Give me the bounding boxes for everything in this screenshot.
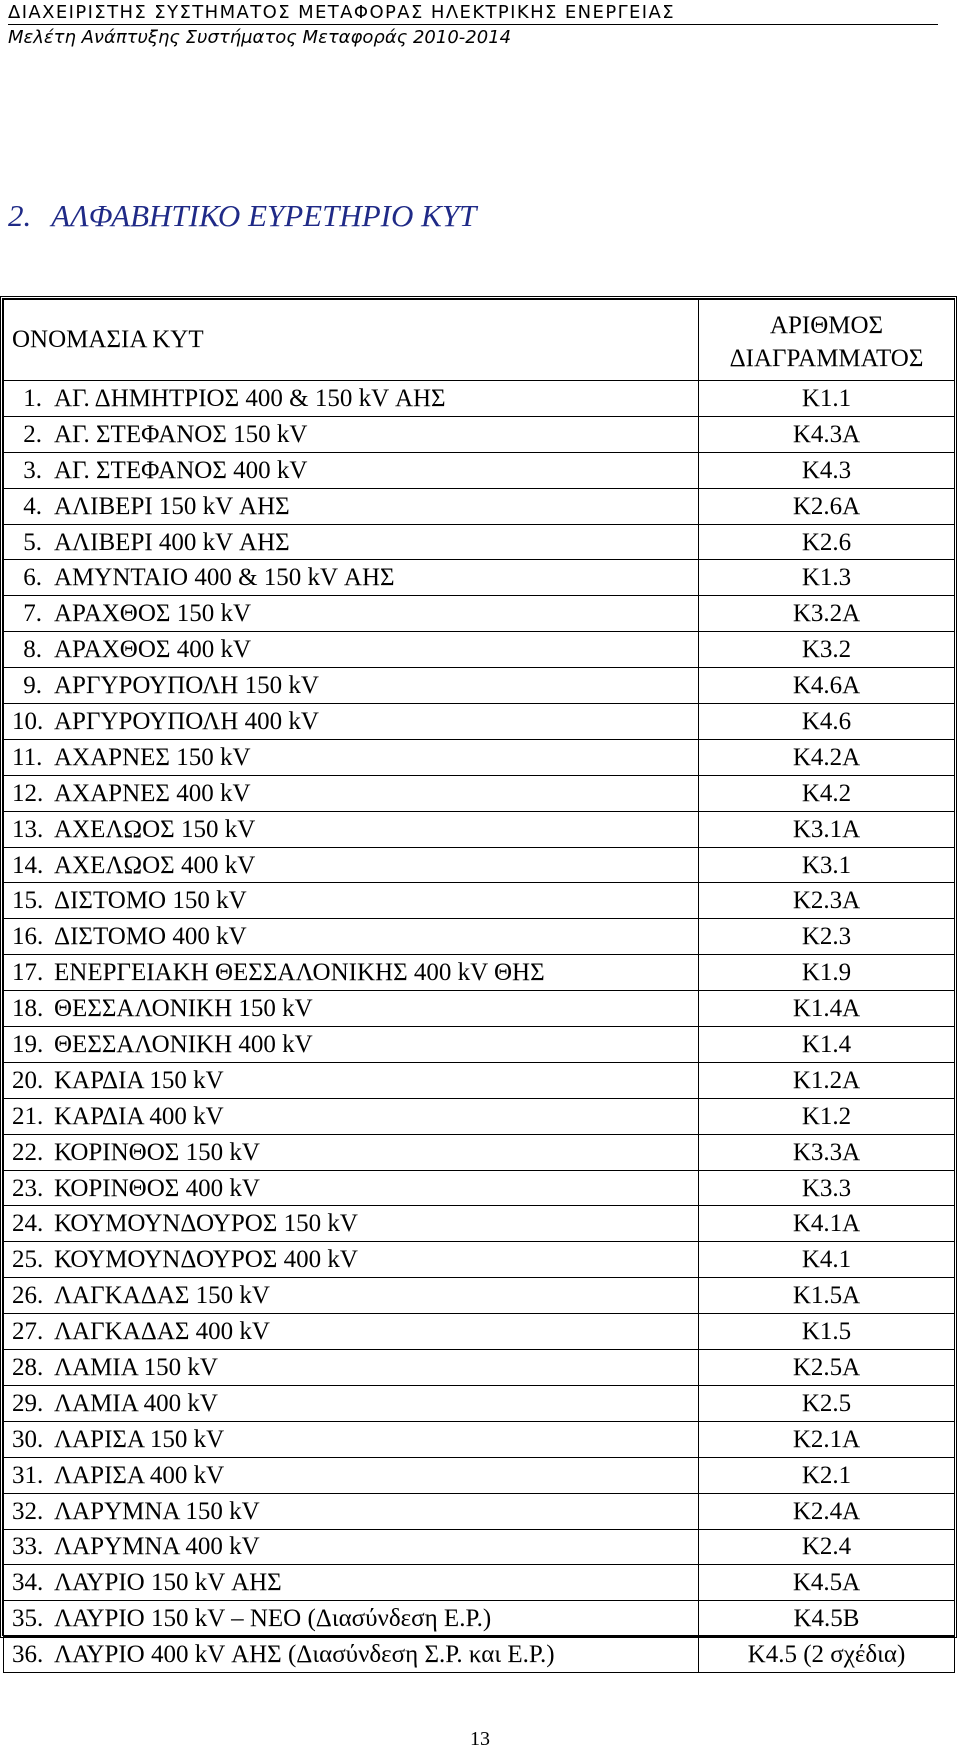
- row-number: 26.: [12, 1282, 44, 1310]
- substation-name: ΛΑΜΙΑ 400 kV: [54, 1389, 218, 1417]
- table-row: [4, 739, 955, 775]
- row-number: 20.: [12, 1066, 44, 1094]
- row-number: 34.: [12, 1569, 44, 1597]
- substation-name-cell: [4, 1421, 699, 1457]
- substation-name-cell: [4, 1278, 699, 1314]
- row-number: 25.: [12, 1246, 44, 1274]
- table-row: [4, 775, 955, 811]
- diagram-number-cell: Κ2.6: [699, 524, 955, 560]
- row-number: 31.: [12, 1461, 44, 1489]
- column-header-diagram-line1: ΑΡΙΘΜΟΣ: [769, 312, 884, 339]
- diagram-number-cell: Κ2.3: [699, 919, 955, 955]
- substation-name: ΛΑΥΡΙΟ 150 kV ΑΗΣ: [54, 1569, 282, 1597]
- table-row: [4, 632, 955, 668]
- organization-name: ΔΙΑΧΕΙΡΙΣΤΗΣ ΣΥΣΤΗΜΑΤΟΣ ΜΕΤΑΦΟΡΑΣ ΗΛΕΚΤΡΙΚΗΣ ΕΝΕΡΓΕΙΑΣ: [8, 2, 675, 23]
- substation-name: ΛΑΡΥΜΝΑ 400 kV: [54, 1533, 260, 1561]
- row-number: 23.: [12, 1174, 44, 1202]
- row-number: 16.: [12, 923, 44, 951]
- substation-name: ΛΑΜΙΑ 150 kV: [54, 1353, 218, 1381]
- diagram-number-cell: Κ1.9: [699, 955, 955, 991]
- diagram-number-cell: Κ3.3: [699, 1170, 955, 1206]
- diagram-number-cell: Κ3.2: [699, 632, 955, 668]
- table-row: [4, 524, 955, 560]
- substation-name-cell: [4, 1385, 699, 1421]
- substation-name: ΑΡΑΧΘΟΣ 400 kV: [54, 636, 252, 664]
- substation-name-cell: [4, 1134, 699, 1170]
- table-row: [4, 1565, 955, 1601]
- diagram-number-cell: Κ4.5Α: [699, 1565, 955, 1601]
- substation-name: ΚΑΡΔΙΑ 400 kV: [54, 1102, 224, 1130]
- page-number: 13: [470, 1728, 490, 1750]
- column-header-diagram-line2: ΔΙΑΓΡΑΜΜΑΤΟΣ: [729, 345, 924, 372]
- substation-name: ΑΡΑΧΘΟΣ 150 kV: [54, 600, 252, 628]
- substation-name-cell: [4, 1637, 699, 1673]
- substation-name-cell: [4, 1206, 699, 1242]
- diagram-number-cell: Κ1.1: [699, 381, 955, 417]
- substation-index-table-frame: [0, 296, 957, 1669]
- substation-name-cell: [4, 1027, 699, 1063]
- substation-name-cell: [4, 452, 699, 488]
- diagram-number-cell: Κ1.4Α: [699, 991, 955, 1027]
- diagram-number-cell: Κ2.5Α: [699, 1350, 955, 1386]
- row-number: 35.: [12, 1605, 44, 1633]
- table-row: [4, 560, 955, 596]
- substation-name: ΛΑΡΙΣΑ 400 kV: [54, 1461, 225, 1489]
- table-row: [4, 1637, 955, 1673]
- substation-name-cell: [4, 1601, 699, 1637]
- substation-name: ΑΧΕΛΩΟΣ 150 kV: [54, 815, 256, 843]
- substation-name: ΚΟΥΜΟΥΝΔΟΥΡΟΣ 150 kV: [54, 1210, 358, 1238]
- substation-name-cell: [4, 416, 699, 452]
- table-row: [4, 1457, 955, 1493]
- row-number: 17.: [12, 959, 44, 987]
- diagram-number-cell: Κ3.2Α: [699, 596, 955, 632]
- table-row: [4, 1278, 955, 1314]
- substation-name-cell: [4, 739, 699, 775]
- diagram-number-cell: Κ2.4Α: [699, 1493, 955, 1529]
- diagram-number-cell: Κ2.1: [699, 1457, 955, 1493]
- row-number: 6.: [23, 564, 42, 592]
- table-row: [4, 704, 955, 740]
- row-number: 22.: [12, 1138, 44, 1166]
- substation-name-cell: [4, 1493, 699, 1529]
- row-number: 10.: [12, 707, 44, 735]
- substation-name: ΔΙΣΤΟΜΟ 400 kV: [54, 923, 247, 951]
- substation-name-cell: [4, 488, 699, 524]
- table-row: [4, 811, 955, 847]
- section-title: ΑΛΦΑΒΗΤΙΚΟ ΕΥΡΕΤΗΡΙΟ ΚΥΤ: [51, 198, 477, 233]
- table-row: [4, 668, 955, 704]
- table-row: [4, 596, 955, 632]
- row-number: 8.: [23, 636, 42, 664]
- diagram-number-cell: Κ1.3: [699, 560, 955, 596]
- substation-name: ΘΕΣΣΑΛΟΝΙΚΗ 400 kV: [54, 1030, 313, 1058]
- table-row: [4, 452, 955, 488]
- diagram-number-cell: Κ4.5Β: [699, 1601, 955, 1637]
- row-number: 3.: [23, 456, 42, 484]
- row-number: 30.: [12, 1425, 44, 1453]
- row-number: 14.: [12, 851, 44, 879]
- table-row: [4, 1206, 955, 1242]
- table-row: [4, 1601, 955, 1637]
- table-row: [4, 955, 955, 991]
- table-row: [4, 416, 955, 452]
- substation-name: ΑΡΓΥΡΟΥΠΟΛΗ 150 kV: [54, 672, 319, 700]
- table-row: [4, 1242, 955, 1278]
- substation-name-cell: [4, 560, 699, 596]
- substation-index-table: [3, 299, 955, 1673]
- substation-name: ΑΧΑΡΝΕΣ 150 kV: [54, 743, 251, 771]
- substation-name-cell: [4, 1098, 699, 1134]
- substation-name: ΛΑΥΡΙΟ 150 kV – ΝΕΟ (Διασύνδεση Ε.Ρ.): [54, 1605, 492, 1633]
- substation-name-cell: [4, 919, 699, 955]
- substation-name-cell: [4, 1457, 699, 1493]
- substation-name-cell: [4, 1170, 699, 1206]
- column-header-diagram: [699, 300, 955, 381]
- substation-name: ΑΓ. ΣΤΕΦΑΝΟΣ 150 kV: [54, 420, 308, 448]
- diagram-number-cell: Κ1.5: [699, 1314, 955, 1350]
- substation-name-cell: [4, 883, 699, 919]
- table-row: [4, 1350, 955, 1386]
- table-row: [4, 847, 955, 883]
- substation-name-cell: [4, 1062, 699, 1098]
- row-number: 2.: [23, 420, 42, 448]
- diagram-number-cell: Κ4.3Α: [699, 416, 955, 452]
- row-number: 19.: [12, 1030, 44, 1058]
- row-number: 13.: [12, 815, 44, 843]
- table-body: [4, 381, 955, 1673]
- row-number: 9.: [23, 672, 42, 700]
- row-number: 29.: [12, 1389, 44, 1417]
- substation-name: ΚΟΡΙΝΘΟΣ 400 kV: [54, 1174, 260, 1202]
- substation-name-cell: [4, 704, 699, 740]
- diagram-number-cell: Κ4.2Α: [699, 739, 955, 775]
- substation-name-cell: [4, 381, 699, 417]
- substation-name: ΑΧΕΛΩΟΣ 400 kV: [54, 851, 256, 879]
- substation-name: ΑΜΥΝΤΑΙΟ 400 & 150 kV ΑΗΣ: [54, 564, 395, 592]
- column-header-name: ΟΝΟΜΑΣΙΑ ΚΥΤ: [4, 300, 699, 381]
- substation-name: ΛΑΡΙΣΑ 150 kV: [54, 1425, 225, 1453]
- substation-name: ΘΕΣΣΑΛΟΝΙΚΗ 150 kV: [54, 995, 313, 1023]
- substation-name-cell: [4, 1242, 699, 1278]
- diagram-number-cell: Κ4.5 (2 σχέδια): [699, 1637, 955, 1673]
- diagram-number-cell: Κ4.1Α: [699, 1206, 955, 1242]
- substation-name-cell: [4, 668, 699, 704]
- substation-name: ΑΛΙΒΕΡΙ 400 kV ΑΗΣ: [54, 528, 290, 556]
- table-row: [4, 991, 955, 1027]
- row-number: 15.: [12, 887, 44, 915]
- row-number: 7.: [23, 600, 42, 628]
- diagram-number-cell: Κ2.5: [699, 1385, 955, 1421]
- diagram-number-cell: Κ4.2: [699, 775, 955, 811]
- table-row: [4, 1421, 955, 1457]
- substation-name-cell: [4, 524, 699, 560]
- substation-name: ΕΝΕΡΓΕΙΑΚΗ ΘΕΣΣΑΛΟΝΙΚΗΣ 400 kV ΘΗΣ: [54, 959, 545, 987]
- table-row: [4, 1385, 955, 1421]
- substation-name: ΑΓ. ΔΗΜΗΤΡΙΟΣ 400 & 150 kV ΑΗΣ: [54, 384, 446, 412]
- substation-name-cell: [4, 955, 699, 991]
- substation-name: ΔΙΣΤΟΜΟ 150 kV: [54, 887, 247, 915]
- diagram-number-cell: Κ1.2Α: [699, 1062, 955, 1098]
- table-row: [4, 381, 955, 417]
- substation-name: ΛΑΓΚΑΔΑΣ 150 kV: [54, 1282, 270, 1310]
- table-row: [4, 1134, 955, 1170]
- substation-name-cell: [4, 596, 699, 632]
- table-row: [4, 883, 955, 919]
- substation-name: ΚΑΡΔΙΑ 150 kV: [54, 1066, 224, 1094]
- diagram-number-cell: Κ1.5Α: [699, 1278, 955, 1314]
- table-header-row: [4, 300, 955, 381]
- diagram-number-cell: Κ4.6: [699, 704, 955, 740]
- substation-name: ΑΓ. ΣΤΕΦΑΝΟΣ 400 kV: [54, 456, 308, 484]
- diagram-number-cell: Κ2.3Α: [699, 883, 955, 919]
- table-row: [4, 488, 955, 524]
- diagram-number-cell: Κ2.1Α: [699, 1421, 955, 1457]
- diagram-number-cell: Κ2.6Α: [699, 488, 955, 524]
- document-header: [8, 0, 938, 26]
- diagram-number-cell: Κ3.3Α: [699, 1134, 955, 1170]
- diagram-number-cell: Κ3.1Α: [699, 811, 955, 847]
- row-number: 18.: [12, 995, 44, 1023]
- table-row: [4, 1170, 955, 1206]
- substation-name: ΛΑΡΥΜΝΑ 150 kV: [54, 1497, 260, 1525]
- row-number: 21.: [12, 1102, 44, 1130]
- substation-name-cell: [4, 1350, 699, 1386]
- substation-name-cell: [4, 1529, 699, 1565]
- table-row: [4, 1314, 955, 1350]
- substation-name: ΑΛΙΒΕΡΙ 150 kV ΑΗΣ: [54, 492, 290, 520]
- table-row: [4, 919, 955, 955]
- row-number: 24.: [12, 1210, 44, 1238]
- table-row: [4, 1062, 955, 1098]
- substation-name-cell: [4, 811, 699, 847]
- substation-name: ΛΑΓΚΑΔΑΣ 400 kV: [54, 1318, 270, 1346]
- diagram-number-cell: Κ3.1: [699, 847, 955, 883]
- substation-name-cell: [4, 1565, 699, 1601]
- row-number: 36.: [12, 1641, 44, 1669]
- substation-name-cell: [4, 847, 699, 883]
- row-number: 5.: [23, 528, 42, 556]
- substation-name: ΑΡΓΥΡΟΥΠΟΛΗ 400 kV: [54, 707, 319, 735]
- substation-name: ΚΟΡΙΝΘΟΣ 150 kV: [54, 1138, 260, 1166]
- diagram-number-cell: Κ4.3: [699, 452, 955, 488]
- table-row: [4, 1098, 955, 1134]
- substation-name-cell: [4, 775, 699, 811]
- row-number: 1.: [23, 384, 42, 412]
- section-heading: [8, 198, 476, 234]
- table-row: [4, 1493, 955, 1529]
- diagram-number-cell: Κ4.1: [699, 1242, 955, 1278]
- row-number: 32.: [12, 1497, 44, 1525]
- substation-name: ΑΧΑΡΝΕΣ 400 kV: [54, 779, 251, 807]
- row-number: 4.: [23, 492, 42, 520]
- row-number: 28.: [12, 1353, 44, 1381]
- substation-name-cell: [4, 991, 699, 1027]
- diagram-number-cell: Κ1.4: [699, 1027, 955, 1063]
- substation-name: ΚΟΥΜΟΥΝΔΟΥΡΟΣ 400 kV: [54, 1246, 358, 1274]
- diagram-number-cell: Κ4.6Α: [699, 668, 955, 704]
- document-subtitle: Μελέτη Ανάπτυξης Συστήματος Μεταφοράς 2010-2014: [8, 27, 512, 48]
- section-number: 2.: [8, 198, 32, 233]
- diagram-number-cell: Κ1.2: [699, 1098, 955, 1134]
- table-row: [4, 1027, 955, 1063]
- table-row: [4, 1529, 955, 1565]
- row-number: 12.: [12, 779, 44, 807]
- substation-name-cell: [4, 632, 699, 668]
- row-number: 11.: [12, 743, 43, 771]
- row-number: 33.: [12, 1533, 44, 1561]
- substation-name-cell: [4, 1314, 699, 1350]
- diagram-number-cell: Κ2.4: [699, 1529, 955, 1565]
- substation-name: ΛΑΥΡΙΟ 400 kV ΑΗΣ (Διασύνδεση Σ.Ρ. και Ε.Ρ.): [54, 1641, 555, 1669]
- row-number: 27.: [12, 1318, 44, 1346]
